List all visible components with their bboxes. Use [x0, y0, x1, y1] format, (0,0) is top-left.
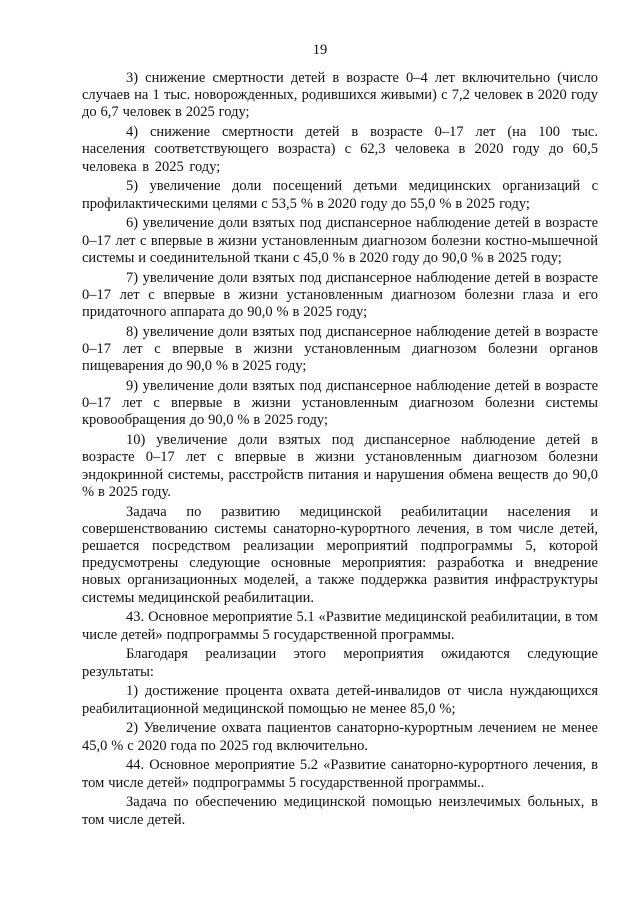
body-text	[82, 70, 598, 831]
paragraph: 4) снижение смертности детей в возрасте 0–17 лет (на 100 тыс. населения соответствующего возраста) с 62,3 человека в 2020 году до 60,5 человека в 2025 году;	[82, 124, 598, 175]
paragraph: 6) увеличение доли взятых под диспансерное наблюдение детей в возрасте 0–17 лет с впервые в жизни установленным диагнозом болезни костно-мышечной системы и соединительной ткани с 45,0 % в 2020 году до 90,0 % в 2025 году;	[82, 215, 598, 266]
paragraph: Задача по развитию медицинской реабилитации населения и совершенствованию системы санаторно-курортного лечения, в том числе детей, решается посредством реализации мероприятий подпрограммы 5, которой предусмотрены следующие основные мероприятия: разработка и внедрение новых организационных моделей, а также поддержка развития инфраструктуры системы медицинской реабилитации.	[82, 503, 598, 606]
paragraph: 10) увеличение доли взятых под диспансерное наблюдение детей в возрасте 0–17 лет с впервые в жизни установленным диагнозом болезни эндокринной системы, расстройств питания и нарушения обмена веществ до 90,0 % в 2025 году.	[82, 432, 598, 500]
paragraph: 7) увеличение доли взятых под диспансерное наблюдение детей в возрасте 0–17 лет с впервые в жизни установленным диагнозом болезни глаза и его придаточного аппарата до 90,0 % в 2025 году;	[82, 269, 598, 321]
paragraph: Благодаря реализации этого мероприятия ожидаются следующие результаты:	[82, 646, 598, 680]
paragraph: 44. Основное мероприятие 5.2 «Развитие санаторно-курортного лечения, в том числе детей» подпрограммы 5 государственной программы..	[82, 757, 598, 791]
paragraph: 43. Основное мероприятие 5.1 «Развитие медицинской реабилитации, в том числе детей» подпрограммы 5 государственной программы.	[82, 609, 598, 643]
paragraph: 2) Увеличение охвата пациентов санаторно-курортным лечением не менее 45,0 % с 2020 года по 2025 год включительно.	[82, 720, 598, 754]
paragraph: Задача по обеспечению медицинской помощью неизлечимых больных, в том числе детей.	[82, 794, 598, 828]
paragraph: 1) достижение процента охвата детей-инвалидов от числа нуждающихся реабилитационной медицинской помощью не менее 85,0 %;	[82, 683, 598, 717]
paragraph: 9) увеличение доли взятых под диспансерное наблюдение детей в возрасте 0–17 лет с впервые в жизни установленным диагнозом болезни системы кровообращения до 90,0 % в 2025 году;	[82, 378, 598, 429]
page-number: 19	[312, 42, 328, 58]
paragraph: 5) увеличение доли посещений детьми медицинских организаций с профилактическими целями с 53,5 % в 2020 году до 55,0 % в 2025 году;	[82, 178, 598, 212]
paragraph: 8) увеличение доли взятых под диспансерное наблюдение детей в возрасте 0–17 лет с впервые в жизни установленным диагнозом болезни органов пищеварения до 90,0 % в 2025 году;	[82, 323, 598, 375]
paragraph: 3) снижение смертности детей в возрасте 0–4 лет включительно (число случаев на 1 тыс. новорожденных, родившихся живыми) с 7,2 человек в 2020 году до 6,7 человек в 2025 году;	[82, 70, 598, 121]
